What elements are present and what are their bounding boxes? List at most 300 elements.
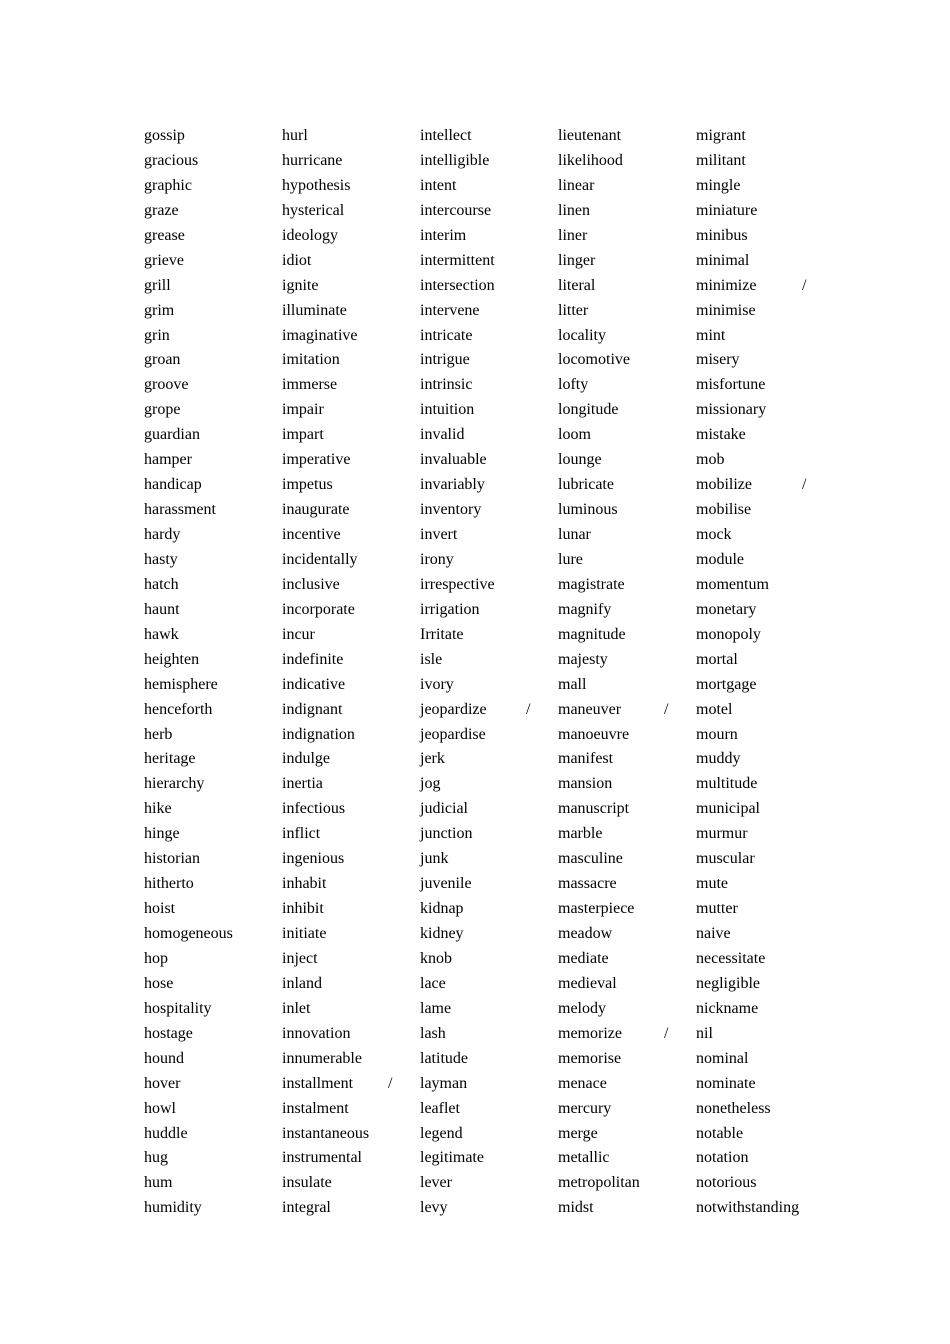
word-entry — [144, 872, 282, 897]
word-entry — [144, 922, 282, 947]
word-entry — [420, 822, 558, 847]
word-entry — [420, 174, 558, 199]
variant-slash: / — [664, 1024, 669, 1042]
word-text: inlet — [282, 999, 311, 1017]
word-entry — [282, 299, 420, 324]
word-entry — [558, 324, 696, 349]
word-text: interim — [420, 226, 467, 244]
word-text: illuminate — [282, 301, 347, 319]
word-text: linen — [558, 201, 590, 219]
word-text: minimise — [696, 301, 756, 319]
word-text: inventory — [420, 501, 482, 519]
word-entry — [696, 972, 834, 997]
word-text: muscular — [696, 850, 755, 868]
word-entry — [282, 473, 420, 498]
word-text: invaluable — [420, 451, 487, 469]
word-text: liner — [558, 226, 588, 244]
word-text: hug — [144, 1149, 168, 1167]
word-entry — [696, 324, 834, 349]
word-text: gracious — [144, 151, 199, 169]
word-text: indicative — [282, 675, 346, 693]
word-text: minibus — [696, 226, 748, 244]
word-text: grieve — [144, 251, 184, 269]
word-entry — [144, 224, 282, 249]
word-text: inaugurate — [282, 501, 350, 519]
word-text: luminous — [558, 501, 618, 519]
word-text: infectious — [282, 800, 346, 818]
word-text: hum — [144, 1174, 173, 1192]
word-entry — [144, 723, 282, 748]
word-entry — [558, 423, 696, 448]
word-entry — [696, 149, 834, 174]
word-text: hierarchy — [144, 775, 205, 793]
word-entry — [282, 224, 420, 249]
word-entry — [420, 922, 558, 947]
word-entry — [558, 299, 696, 324]
word-text: huddle — [144, 1124, 188, 1142]
word-entry — [558, 972, 696, 997]
word-text: incidentally — [282, 550, 358, 568]
word-entry — [282, 174, 420, 199]
word-entry — [420, 797, 558, 822]
word-entry — [696, 673, 834, 698]
word-entry — [696, 274, 834, 299]
word-text: herb — [144, 725, 173, 743]
word-entry — [696, 423, 834, 448]
word-text: graze — [144, 201, 179, 219]
word-entry — [282, 124, 420, 149]
word-entry — [558, 797, 696, 822]
word-entry — [144, 498, 282, 523]
word-text: intent — [420, 176, 457, 194]
word-text: indefinite — [282, 650, 344, 668]
word-entry — [558, 1171, 696, 1196]
word-text: hurl — [282, 127, 308, 144]
word-entry — [144, 673, 282, 698]
word-entry — [420, 872, 558, 897]
word-text: lever — [420, 1174, 452, 1192]
word-text: monetary — [696, 600, 757, 618]
word-text: junction — [420, 825, 473, 843]
word-entry — [420, 847, 558, 872]
word-text: installment — [282, 1074, 354, 1092]
word-entry — [282, 199, 420, 224]
word-text: hardy — [144, 526, 181, 543]
word-text: juvenile — [420, 875, 472, 893]
word-entry — [696, 398, 834, 423]
word-entry — [282, 1072, 420, 1097]
word-text: hitherto — [144, 875, 194, 893]
word-text: grim — [144, 301, 175, 319]
word-entry — [696, 373, 834, 398]
word-entry — [696, 1072, 834, 1097]
word-entry — [558, 1196, 696, 1221]
word-text: intercourse — [420, 201, 492, 219]
word-text: mansion — [558, 775, 613, 793]
word-text: imaginative — [282, 326, 358, 344]
variant-slash: / — [802, 276, 807, 294]
word-entry — [696, 1047, 834, 1072]
word-entry — [420, 1072, 558, 1097]
word-entry — [144, 1097, 282, 1122]
word-text: motel — [696, 700, 733, 718]
word-text: kidney — [420, 925, 464, 942]
word-entry — [282, 448, 420, 473]
word-entry — [282, 573, 420, 598]
word-entry — [144, 523, 282, 548]
word-entry — [282, 1196, 420, 1221]
word-entry — [420, 1146, 558, 1171]
word-text: loom — [558, 426, 591, 444]
word-text: inland — [282, 974, 322, 992]
word-entry — [558, 847, 696, 872]
word-entry — [696, 1171, 834, 1196]
word-entry — [144, 124, 282, 149]
word-text: hound — [144, 1049, 184, 1067]
word-entry — [558, 373, 696, 398]
word-entry — [696, 299, 834, 324]
word-entry — [420, 1022, 558, 1047]
word-entry — [696, 348, 834, 373]
word-entry — [420, 997, 558, 1022]
word-text: hemisphere — [144, 675, 218, 693]
word-entry — [144, 698, 282, 723]
word-text: jog — [420, 775, 441, 793]
word-entry — [420, 723, 558, 748]
word-text: imperative — [282, 451, 351, 469]
word-text: linger — [558, 251, 596, 269]
word-entry — [282, 1122, 420, 1147]
word-entry — [282, 797, 420, 822]
word-entry — [696, 772, 834, 797]
word-entry — [144, 299, 282, 324]
word-text: miniature — [696, 201, 758, 219]
word-entry — [420, 324, 558, 349]
word-text: missionary — [696, 401, 767, 419]
word-entry — [144, 149, 282, 174]
word-entry — [420, 1097, 558, 1122]
word-text: legend — [420, 1124, 463, 1142]
word-entry — [558, 947, 696, 972]
word-entry — [696, 498, 834, 523]
word-text: locomotive — [558, 351, 630, 369]
word-text: militant — [696, 151, 746, 169]
word-entry — [144, 1022, 282, 1047]
word-text: ideology — [282, 226, 338, 244]
word-entry — [144, 573, 282, 598]
word-entry — [558, 772, 696, 797]
word-entry — [144, 947, 282, 972]
word-entry — [144, 548, 282, 573]
word-text: nonetheless — [696, 1099, 771, 1117]
word-entry — [144, 448, 282, 473]
word-entry — [144, 847, 282, 872]
word-text: hop — [144, 949, 168, 967]
word-column — [282, 124, 420, 1221]
word-entry — [696, 523, 834, 548]
word-text: nominal — [696, 1049, 749, 1067]
word-entry — [144, 174, 282, 199]
word-text: memorise — [558, 1049, 622, 1067]
word-entry — [696, 797, 834, 822]
word-entry — [420, 548, 558, 573]
word-entry — [144, 348, 282, 373]
word-entry — [420, 648, 558, 673]
word-entry — [282, 373, 420, 398]
word-text: multitude — [696, 775, 758, 793]
word-entry — [558, 1097, 696, 1122]
word-entry — [420, 199, 558, 224]
word-entry — [144, 822, 282, 847]
word-entry — [282, 698, 420, 723]
word-entry — [144, 997, 282, 1022]
word-text: irrigation — [420, 600, 480, 618]
word-text: memorize — [558, 1024, 622, 1042]
word-entry — [420, 698, 558, 723]
word-text: nickname — [696, 999, 759, 1017]
word-text: literal — [558, 276, 596, 294]
word-text: minimize — [696, 276, 757, 294]
word-text: Irritate — [420, 625, 464, 643]
word-text: inhabit — [282, 875, 327, 893]
word-entry — [420, 772, 558, 797]
word-text: metallic — [558, 1149, 610, 1167]
word-entry — [420, 972, 558, 997]
word-entry — [696, 1196, 834, 1221]
word-text: incorporate — [282, 600, 355, 618]
word-text: handicap — [144, 476, 202, 494]
word-entry — [144, 1171, 282, 1196]
variant-slash: / — [664, 700, 669, 718]
word-text: lame — [420, 999, 452, 1017]
word-text: imitation — [282, 351, 340, 369]
word-entry — [696, 174, 834, 199]
word-entry — [282, 149, 420, 174]
word-text: hospitality — [144, 999, 212, 1017]
word-text: masterpiece — [558, 900, 635, 918]
word-text: manoeuvre — [558, 725, 630, 743]
word-entry — [558, 348, 696, 373]
word-text: momentum — [696, 575, 769, 593]
word-text: hawk — [144, 625, 179, 643]
word-text: mock — [696, 526, 732, 543]
word-entry — [558, 224, 696, 249]
word-entry — [282, 772, 420, 797]
word-text: indignation — [282, 725, 355, 743]
word-entry — [420, 124, 558, 149]
word-entry — [696, 648, 834, 673]
word-text: minimal — [696, 251, 750, 269]
word-entry — [558, 523, 696, 548]
word-text: historian — [144, 850, 200, 868]
word-text: massacre — [558, 875, 617, 893]
word-text: grope — [144, 401, 181, 419]
word-entry — [144, 473, 282, 498]
word-text: lace — [420, 974, 446, 992]
word-entry — [558, 673, 696, 698]
word-entry — [282, 723, 420, 748]
word-entry — [144, 324, 282, 349]
word-entry — [558, 922, 696, 947]
variant-slash: / — [388, 1074, 393, 1092]
word-entry — [420, 448, 558, 473]
word-entry — [144, 648, 282, 673]
word-text: harassment — [144, 501, 216, 519]
word-text: heritage — [144, 750, 196, 768]
word-text: migrant — [696, 127, 746, 144]
word-entry — [282, 673, 420, 698]
word-text: municipal — [696, 800, 760, 818]
word-text: instantaneous — [282, 1124, 370, 1142]
word-entry — [696, 897, 834, 922]
word-text: intelligible — [420, 151, 490, 169]
word-entry — [558, 174, 696, 199]
word-text: nil — [696, 1024, 713, 1042]
word-text: metropolitan — [558, 1174, 640, 1192]
word-text: masculine — [558, 850, 623, 868]
word-entry — [696, 723, 834, 748]
word-text: instrumental — [282, 1149, 362, 1167]
word-text: incentive — [282, 526, 341, 543]
word-text: lofty — [558, 376, 589, 394]
word-entry — [144, 797, 282, 822]
word-text: mall — [558, 675, 587, 693]
word-entry — [420, 623, 558, 648]
word-text: intellect — [420, 127, 472, 144]
word-entry — [282, 747, 420, 772]
variant-slash: / — [526, 700, 531, 718]
word-text: hasty — [144, 550, 178, 568]
word-entry — [558, 1146, 696, 1171]
word-entry — [558, 124, 696, 149]
word-entry — [558, 1072, 696, 1097]
word-text: hover — [144, 1074, 181, 1092]
word-entry — [420, 747, 558, 772]
word-entry — [696, 448, 834, 473]
word-entry — [282, 947, 420, 972]
word-entry — [558, 249, 696, 274]
word-text: innovation — [282, 1024, 351, 1042]
word-entry — [144, 623, 282, 648]
word-text: immerse — [282, 376, 338, 394]
word-text: locality — [558, 326, 606, 344]
word-entry — [420, 523, 558, 548]
word-text: hostage — [144, 1024, 193, 1042]
word-text: heighten — [144, 650, 200, 668]
word-text: notable — [696, 1124, 744, 1142]
word-entry — [558, 398, 696, 423]
word-text: magnitude — [558, 625, 626, 643]
word-entry — [558, 1122, 696, 1147]
word-entry — [282, 348, 420, 373]
word-text: hose — [144, 974, 174, 992]
word-entry — [144, 972, 282, 997]
word-entry — [696, 124, 834, 149]
word-entry — [558, 723, 696, 748]
word-entry — [144, 199, 282, 224]
word-entry — [420, 373, 558, 398]
word-entry — [144, 249, 282, 274]
word-text: jeopardize — [420, 700, 487, 718]
word-text: intuition — [420, 401, 475, 419]
word-entry — [696, 922, 834, 947]
word-text: majesty — [558, 650, 608, 668]
word-text: murmur — [696, 825, 748, 843]
word-column — [558, 124, 696, 1221]
word-column — [696, 124, 834, 1221]
word-entry — [558, 1047, 696, 1072]
word-text: hike — [144, 800, 172, 818]
word-text: ivory — [420, 675, 454, 693]
word-text: intersection — [420, 276, 495, 294]
word-text: innumerable — [282, 1049, 362, 1067]
word-text: knob — [420, 949, 452, 967]
word-entry — [282, 822, 420, 847]
word-column — [420, 124, 558, 1221]
word-text: mobilize — [696, 476, 752, 494]
word-entry — [144, 1047, 282, 1072]
word-text: junk — [420, 850, 449, 868]
word-column — [144, 124, 282, 1221]
word-entry — [420, 274, 558, 299]
word-entry — [144, 897, 282, 922]
word-text: homogeneous — [144, 925, 233, 942]
word-text: guardian — [144, 426, 200, 444]
word-text: mute — [696, 875, 728, 893]
word-entry — [420, 673, 558, 698]
word-text: indulge — [282, 750, 330, 768]
word-text: longitude — [558, 401, 619, 419]
word-entry — [696, 548, 834, 573]
word-text: misery — [696, 351, 740, 369]
word-entry — [282, 423, 420, 448]
word-text: notation — [696, 1149, 749, 1167]
word-entry — [144, 274, 282, 299]
word-text: isle — [420, 650, 443, 668]
word-text: hamper — [144, 451, 192, 469]
word-text: module — [696, 550, 744, 568]
word-text: intrinsic — [420, 376, 473, 394]
variant-slash: / — [802, 476, 807, 494]
word-text: grease — [144, 226, 185, 244]
word-entry — [558, 1022, 696, 1047]
word-entry — [144, 373, 282, 398]
word-entry — [558, 473, 696, 498]
word-text: grin — [144, 326, 170, 344]
word-entry — [144, 747, 282, 772]
word-text: integral — [282, 1199, 331, 1217]
word-entry — [282, 523, 420, 548]
word-entry — [558, 149, 696, 174]
word-entry — [558, 274, 696, 299]
word-entry — [696, 747, 834, 772]
word-text: inflict — [282, 825, 321, 843]
word-text: haunt — [144, 600, 180, 618]
word-entry — [282, 997, 420, 1022]
word-entry — [696, 623, 834, 648]
word-entry — [144, 598, 282, 623]
word-text: impart — [282, 426, 324, 444]
word-text: ingenious — [282, 850, 345, 868]
word-text: intervene — [420, 301, 480, 319]
word-entry — [420, 947, 558, 972]
word-text: mercury — [558, 1099, 612, 1117]
word-entry — [144, 772, 282, 797]
word-text: jerk — [420, 750, 445, 768]
word-text: lounge — [558, 451, 602, 469]
word-text: humidity — [144, 1199, 202, 1217]
word-entry — [558, 623, 696, 648]
